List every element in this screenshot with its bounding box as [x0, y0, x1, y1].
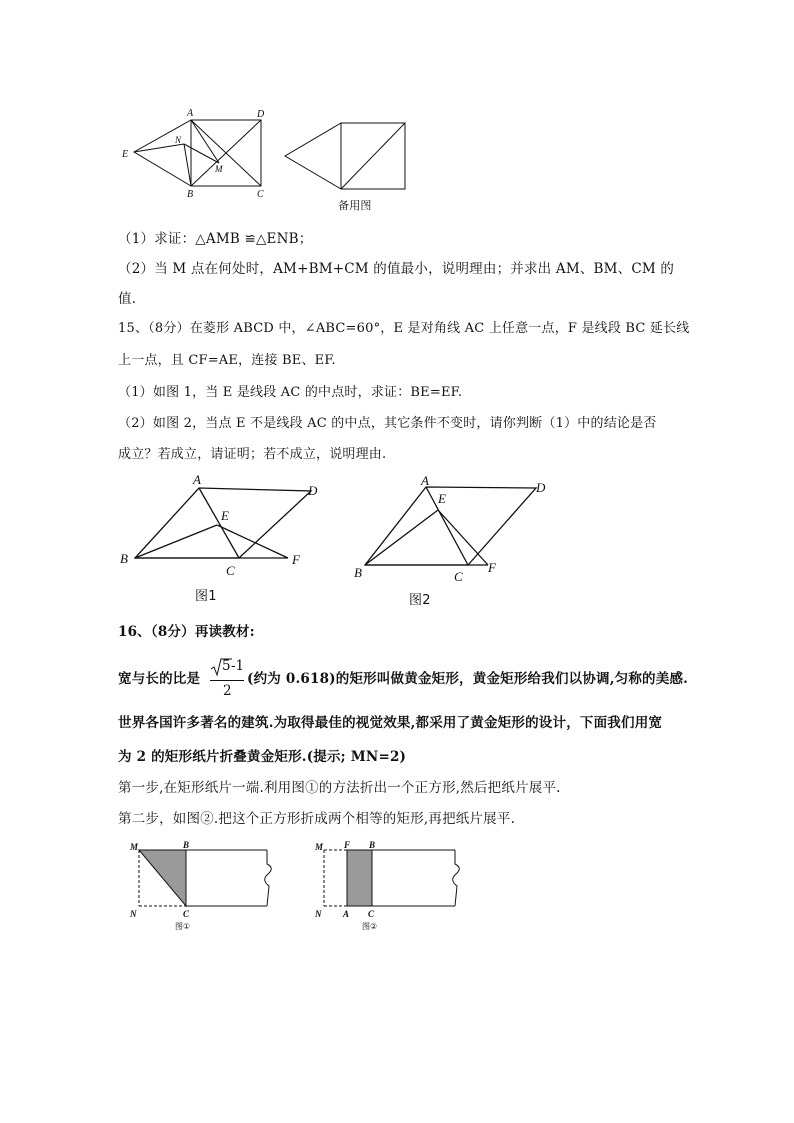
top-figure-left — [110, 100, 280, 210]
spare-figure-caption: 备用图 — [338, 199, 372, 212]
q14-part1: （1）求证：△AMB ≌△ENB； — [118, 231, 313, 247]
q15-line2: 上一点，且 CF=AE，连接 BE、EF. — [118, 353, 336, 368]
fig2-label-F: F — [488, 560, 496, 575]
fig1-label-D: D — [308, 483, 318, 498]
label-A: A — [187, 108, 194, 119]
fig1-label-A: A — [193, 472, 201, 487]
numerator-tail: -1 — [231, 658, 245, 674]
fig1-label-F: F — [292, 552, 300, 567]
q14-part2-line2: 值. — [118, 291, 137, 307]
fig-b-label-B: B — [369, 840, 376, 850]
fraction-bar — [210, 680, 244, 681]
label-M: M — [215, 164, 223, 174]
fig2-label-A: A — [421, 473, 429, 488]
fig2-label-E: E — [438, 491, 446, 506]
label-N: N — [175, 135, 182, 145]
top-figure-spare — [280, 118, 412, 198]
fig-a-label-B: B — [183, 840, 190, 850]
q16-figure-2 — [310, 838, 480, 938]
q15-line1: 15、（8分）在菱形 ABCD 中，∠ABC=60°，E 是对角线 AC 上任意一点，F 是线段 BC 延长线 — [118, 321, 690, 336]
q16-ratio-prefix: 宽与长的比是 — [118, 671, 201, 687]
sqrt-radicand: 5 — [222, 658, 231, 674]
q15-line4: （2）如图 2，当点 E 不是线段 AC 的中点，其它条件不变时，请你判断（1）中的结论是否 — [118, 416, 657, 431]
q14-part2-line1: （2）当 M 点在何处时，AM+BM+CM 的值最小，说明理由；并求出 AM、BM、CM 的 — [118, 261, 675, 277]
fig2-label-B: B — [354, 565, 362, 580]
q16-heading: 16、（8分）再读教材: — [118, 624, 255, 640]
q16-figure-1 — [125, 838, 295, 938]
q16-step2: 第二步，如图②.把这个正方形折成两个相等的矩形,再把纸片展平. — [118, 811, 516, 827]
fig-a-caption: 图① — [175, 922, 191, 931]
fig1-label-B: B — [120, 551, 128, 566]
fig2-label-D: D — [536, 480, 546, 495]
label-B: B — [187, 189, 194, 200]
denominator: 2 — [223, 683, 232, 699]
label-C: C — [257, 189, 264, 200]
q15-fig2-caption: 图2 — [409, 593, 431, 608]
fig-b-label-A: A — [343, 909, 350, 919]
q16-step1: 第一步,在矩形纸片一端.利用图①的方法折出一个正方形,然后把纸片展平. — [118, 780, 561, 796]
fig-b-label-C: C — [368, 909, 375, 919]
q15-line5: 成立？若成立，请证明；若不成立，说明理由. — [118, 447, 387, 462]
fig-a-label-N: N — [130, 909, 137, 919]
golden-ratio-fraction — [208, 656, 248, 704]
fig1-label-E: E — [221, 508, 229, 523]
q16-line2: 世界各国许多著名的建筑.为取得最佳的视觉效果,都采用了黄金矩形的设计，下面我们用宽 — [118, 715, 663, 731]
label-D: D — [257, 109, 265, 120]
q15-fig1-caption: 图1 — [195, 589, 217, 604]
fig1-label-C: C — [226, 563, 235, 578]
fig-b-label-M: M — [315, 842, 324, 852]
fig-b-caption: 图② — [362, 922, 378, 931]
fig-a-label-C: C — [183, 909, 190, 919]
q16-line3: 为 2 的矩形纸片折叠黄金矩形.(提示; MN=2) — [118, 749, 407, 765]
q15-figure-2 — [350, 472, 560, 584]
q15-figure-1 — [115, 472, 318, 582]
fig-b-label-N: N — [315, 909, 322, 919]
fig2-label-C: C — [454, 569, 463, 584]
fig-a-label-M: M — [130, 842, 139, 852]
q16-ratio-suffix: (约为 0.618)的矩形叫做黄金矩形，黄金矩形给我们以协调,匀称的美感. — [247, 671, 689, 687]
q15-line3: （1）如图 1，当 E 是线段 AC 的中点时，求证：BE=EF. — [118, 385, 463, 400]
fig-b-label-F: F — [344, 840, 351, 850]
label-E: E — [122, 149, 129, 160]
